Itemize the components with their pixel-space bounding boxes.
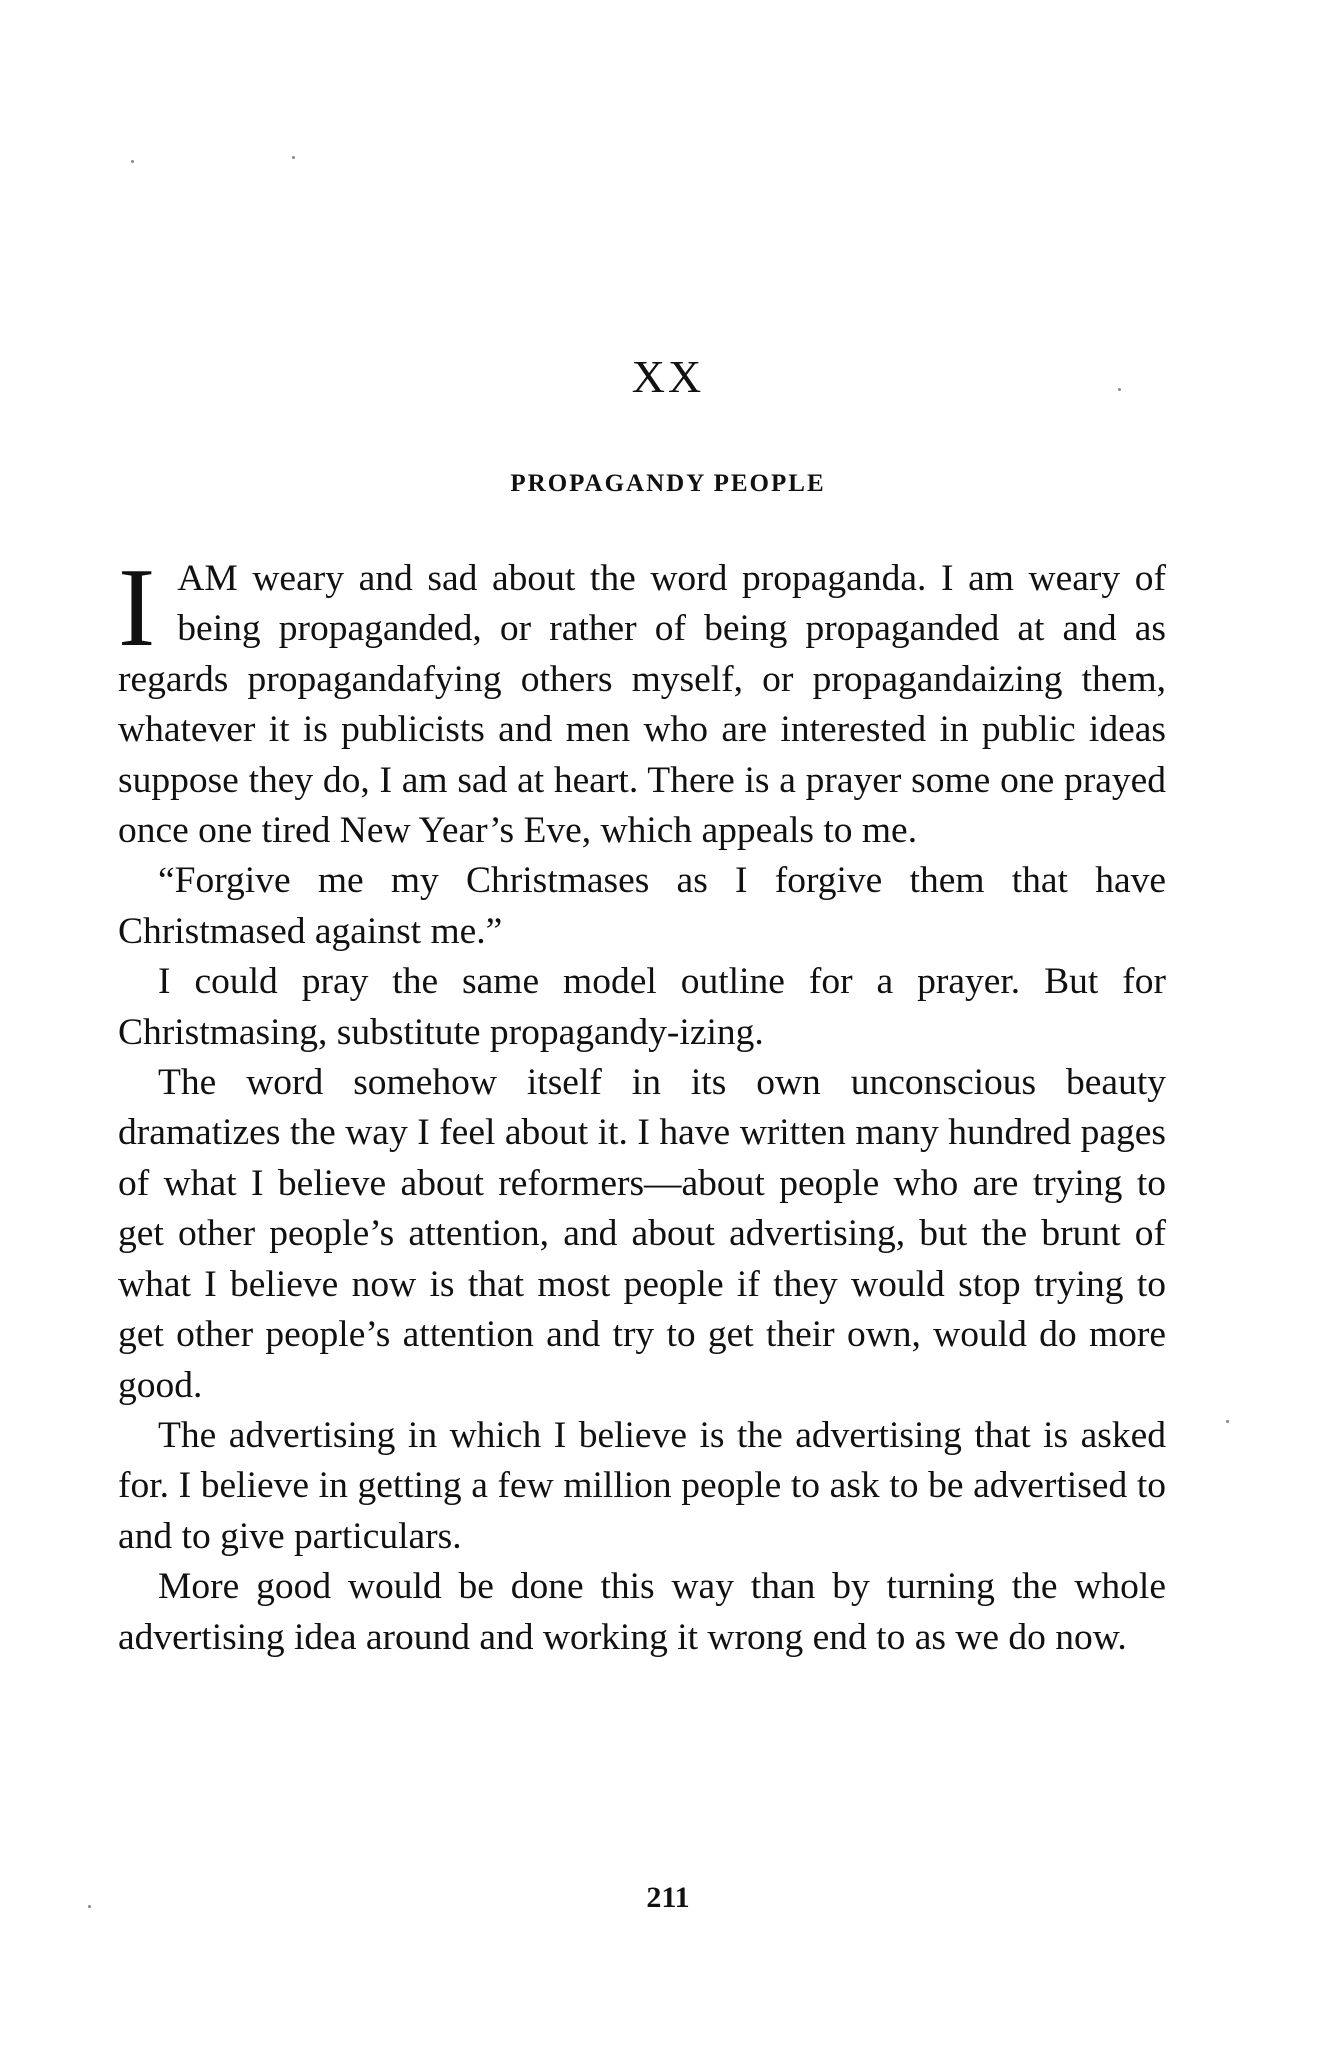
drop-cap: I [118,546,156,670]
paper-speck [131,160,134,163]
page-number: 211 [646,1881,690,1914]
body-text [118,546,1166,1663]
paragraph-6: More good would be done this way than by turning the whole advertising idea around and working it wrong end to as we do now. [118,1566,1166,1658]
paper-speck [1226,1420,1229,1423]
paragraph-2: “Forgive me my Christmases as I forgive them that have Christmased against me.” [118,860,1166,952]
paragraph-3: I could pray the same model outline for a prayer. But for Christmasing, substitute propagandy-izing. [118,961,1166,1053]
paragraph-5: The advertising in which I believe is the advertising that is asked for. I believe in getting a few million people to ask to be advertised to and to give particulars. [118,1414,1166,1557]
paper-speck [292,156,295,159]
paragraph-text: AM weary and sad about the word propaganda. I am weary of being propaganded, or rather of being propaganded at and as regards propagandafying others myself, or propagandaizing them, whatever it is publicists and men who are interested in public ideas suppose they do, I am sad at heart. There is a prayer some one prayed once one tired New Year’s Eve, which appeals to me. [118,558,1166,852]
chapter-title: PROPAGANDY PEOPLE [510,470,826,497]
paragraph-1 [118,546,1166,856]
paragraph-4: The word somehow itself in its own unconscious beauty dramatizes the way I feel about it. I have written many hundred pages of what I believe about reformers—about people who are trying to get other people’s attention, and about advertising, but the brunt of what I believe now is that most people if they would stop trying to get other people’s attention and try to get their own, would do more good. [118,1062,1166,1406]
chapter-number: XX [631,351,705,402]
